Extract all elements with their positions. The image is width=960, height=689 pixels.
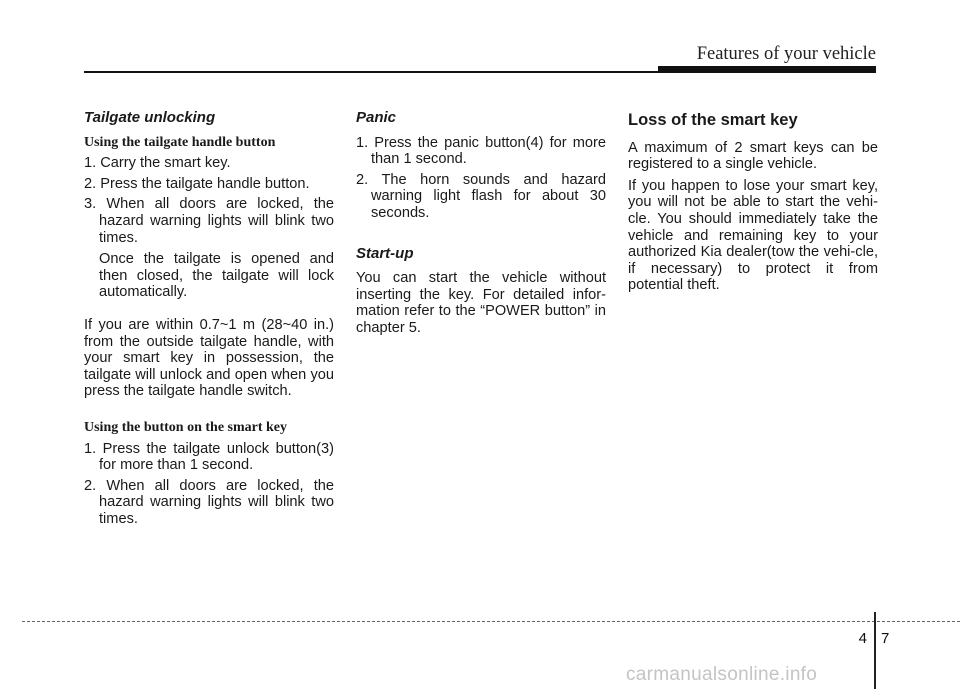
heading-start-up: Start-up [356,244,414,262]
page-number: 7 [881,630,890,647]
paragraph-max-keys: A maximum of 2 smart keys can be registered to a single vehicle. [628,139,878,173]
watermark: carmanualsonline.info [626,664,818,685]
list-item: 1. Carry the smart key. [84,155,231,172]
paragraph-lost-key: If you happen to lose your smart key, you will not be able to start the vehi-cle. You should immediately take the vehicle and remaining key to your authorized Kia dealer(tow the vehi-cle, if necessary) to protect it from potential theft. [628,177,878,294]
column-middle [356,110,606,337]
list-item: 2. The horn sounds and hazard warning light flash for about 30 seconds. [356,171,606,221]
chapter-number: 4 [858,630,867,647]
paragraph-start-up: You can start the vehicle without inserting the key. For detailed infor-mation refer to the “POWER button” in chapter 5. [356,270,606,336]
footer-dashed-rule [22,621,960,622]
list-item: 3. When all doors are locked, the hazard warning lights will blink two times. [84,196,334,246]
subheading-smart-key-button: Using the button on the smart key [84,419,288,435]
column-right [628,110,878,294]
header-rule [84,71,876,73]
list-item: 2. Press the tailgate handle button. [84,175,310,192]
list-item: 1. Press the tailgate unlock button(3) for more than 1 second. [84,440,334,474]
column-left [84,110,334,531]
list-item: 2. When all doors are locked, the hazard warning lights will blink two times. [84,477,334,527]
footer-divider [874,612,876,689]
heading-tailgate-unlocking: Tailgate unlocking [84,109,216,126]
subheading-handle-button: Using the tailgate handle button [84,134,276,150]
section-title: Features of your vehicle [696,44,876,64]
heading-panic: Panic [356,109,397,126]
list-item: 1. Press the panic button(4) for more than 1 second. [356,134,606,168]
paragraph-proximity: If you are within 0.7~1 m (28~40 in.) from the outside tailgate handle, with your smart key in possession, the tailgate will unlock and open when you press the tailgate handle switch. [84,316,334,400]
heading-loss-of-smart-key: Loss of the smart key [628,111,798,129]
list-note: Once the tailgate is opened and then closed, the tailgate will lock automatically. [99,251,334,301]
